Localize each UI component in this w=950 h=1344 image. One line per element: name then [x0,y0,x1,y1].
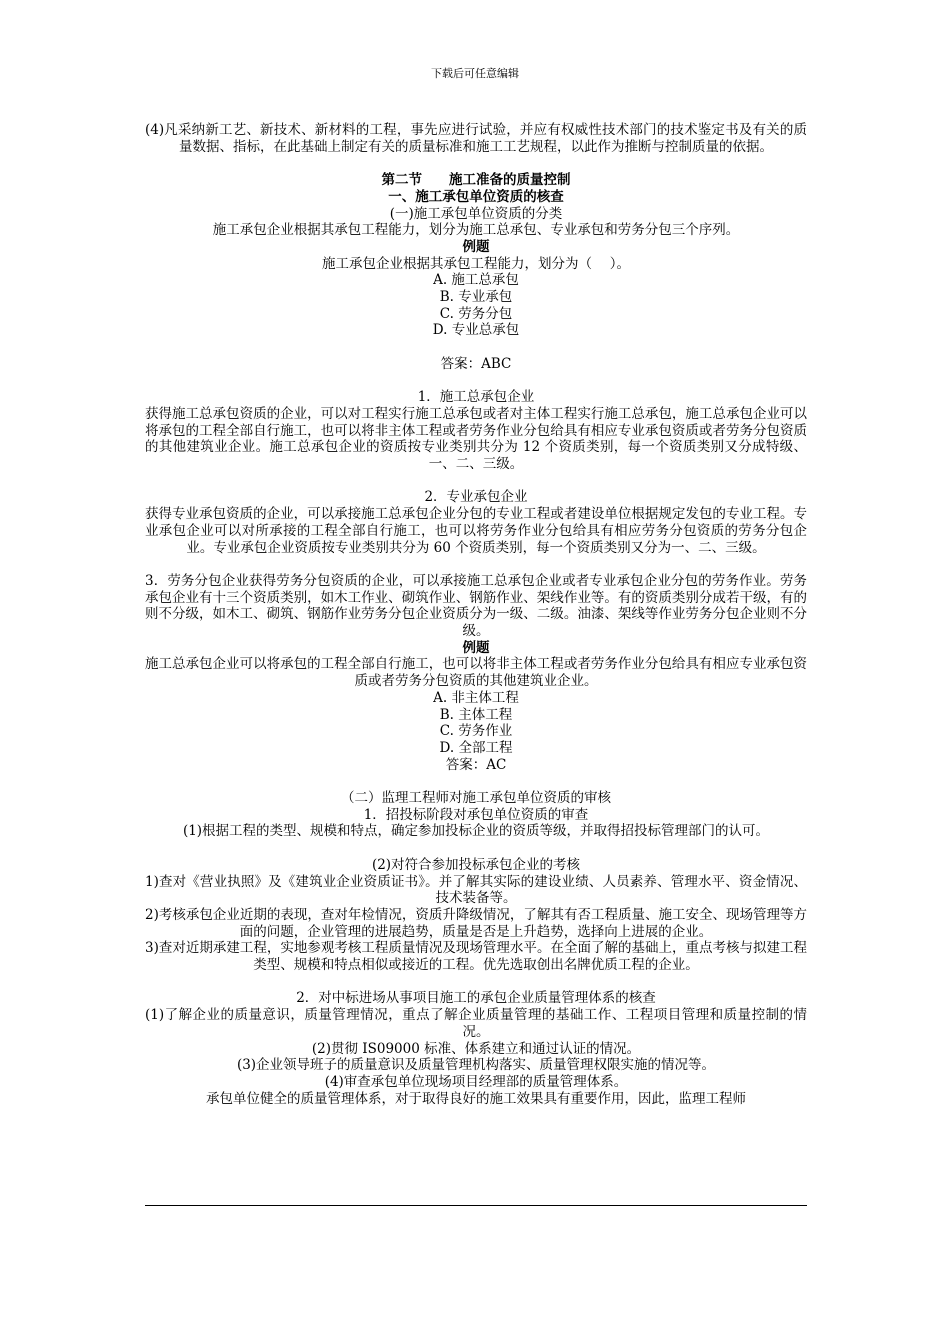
document-body [145,122,807,1107]
subheading: 2．专业承包企业 [424,489,528,506]
subheading: (2)对符合参加投标承包企业的考核 [371,856,581,873]
option: B. 主体工程 [439,706,513,723]
option: D. 全部工程 [439,739,513,756]
paragraph: 施工承包企业根据其承包工程能力，划分为施工总承包、专业承包和劳务分包三个序列。 [212,222,740,239]
answer: 答案：AC [445,756,507,773]
page-header: 下载后可任意编辑 [431,67,519,80]
paragraph: 2)考核承包企业近期的表现，查对年检情况，资质升降级情况，了解其有否工程质量、施工安全、现场管理等方面的问题，企业管理的进展趋势，质量是否是上升趋势，选择向上进展的企业。 [145,906,807,940]
option: A. 施工总承包 [433,272,519,289]
option: C. 劳务作业 [439,723,513,740]
heading: 一、施工承包单位资质的核查 [388,188,564,205]
section-title: 第二节 施工准备的质量控制 [381,172,571,189]
question: 施工承包企业根据其承包工程能力，划分为（ ）。 [321,255,631,272]
paragraph: 3)查对近期承建工程，实地参观考核工程质量情况及现场管理水平。在全面了解的基础上，重点考核与拟建工程类型、规模和特点相似或接近的工程。优先选取创出名牌优质工程的企业。 [145,940,807,974]
example-label: 例题 [462,639,490,656]
paragraph: (3)企业领导班子的质量意识及质量管理机构落实、质量管理权限实施的情况等。 [236,1057,716,1074]
option: C. 劳务分包 [439,305,513,322]
paragraph: 获得施工总承包资质的企业，可以对工程实行施工总承包或者对主体工程实行施工总承包，施工总承包企业可以将承包的工程全部自行施工，也可以将非主体工程或者劳务作业分包给具有相应专业承包资质或者劳务分包资质的其他建筑业企业。施工总承包企业的资质按专业类别共分为 12 个资质类别，每一个资质类别又分成特级、一、二、三级。 [145,405,807,473]
paragraph: (4)凡采纳新工艺、新技术、新材料的工程，事先应进行试验，并应有权威性技术部门的技术鉴定书及有关的质量数据、指标，在此基础上制定有关的质量标准和施工工艺规程，以此作为推断与控制质量的依据。 [145,122,807,155]
option: D. 专业总承包 [432,322,520,339]
option: B. 专业承包 [439,289,513,306]
paragraph: 3．劳务分包企业获得劳务分包资质的企业，可以承接施工总承包企业或者专业承包企业分包的劳务作业。劳务承包企业有十三个资质类别，如木工作业、砌筑作业、钢筋作业、架线作业等。有的资质类别分成若干级，有的则不分级，如木工、砌筑、钢筋作业劳务分包企业资质分为一级、二级。油漆、架线等作业劳务分包企业则不分级。 [145,572,807,640]
subheading: (一)施工承包单位资质的分类 [389,205,563,222]
subheading: 1．施工总承包企业 [417,389,535,406]
option: A. 非主体工程 [433,689,519,706]
footer-rule [145,1205,807,1206]
subheading: 2．对中标进场从事项目施工的承包企业质量管理体系的核查 [296,990,656,1007]
paragraph: (4)审查承包单位现场项目经理部的质量管理体系。 [324,1073,628,1090]
subheading: 1．招投标阶段对承包单位资质的审查 [363,806,589,823]
example-label: 例题 [462,238,490,255]
paragraph: 1)查对《营业执照》及《建筑业企业资质证书》。并了解其实际的建设业绩、人员素养、管理水平、资金情况、技术装备等。 [145,873,807,907]
question: 施工总承包企业可以将承包的工程全部自行施工，也可以将非主体工程或者劳务作业分包给具有相应专业承包资质或者劳务分包资质的其他建筑业企业。 [145,656,807,690]
paragraph: (1)根据工程的类型、规模和特点，确定参加投标企业的资质等级，并取得招投标管理部门的认可。 [182,823,770,840]
paragraph: (1)了解企业的质量意识，质量管理情况，重点了解企业质量管理的基础工作、工程项目管理和质量控制的情况。 [145,1007,807,1040]
subheading: （二）监理工程师对施工承包单位资质的审核 [341,790,611,807]
paragraph: 获得专业承包资质的企业，可以承接施工总承包企业分包的专业工程或者建设单位根据规定发包的专业工程。专业承包企业可以对所承接的工程全部自行施工，也可以将劳务作业分包给具有相应劳务分包资质的劳务分包企业。专业承包企业资质按专业类别共分为 60 个资质类别，每一个资质类别又分为一、二、三级。 [145,506,807,556]
paragraph: 承包单位健全的质量管理体系，对于取得良好的施工效果具有重要作用，因此，监理工程师 [206,1090,746,1107]
answer: 答案：ABC [440,355,512,372]
paragraph: (2)贯彻 IS09000 标准、体系建立和通过认证的情况。 [311,1040,641,1057]
